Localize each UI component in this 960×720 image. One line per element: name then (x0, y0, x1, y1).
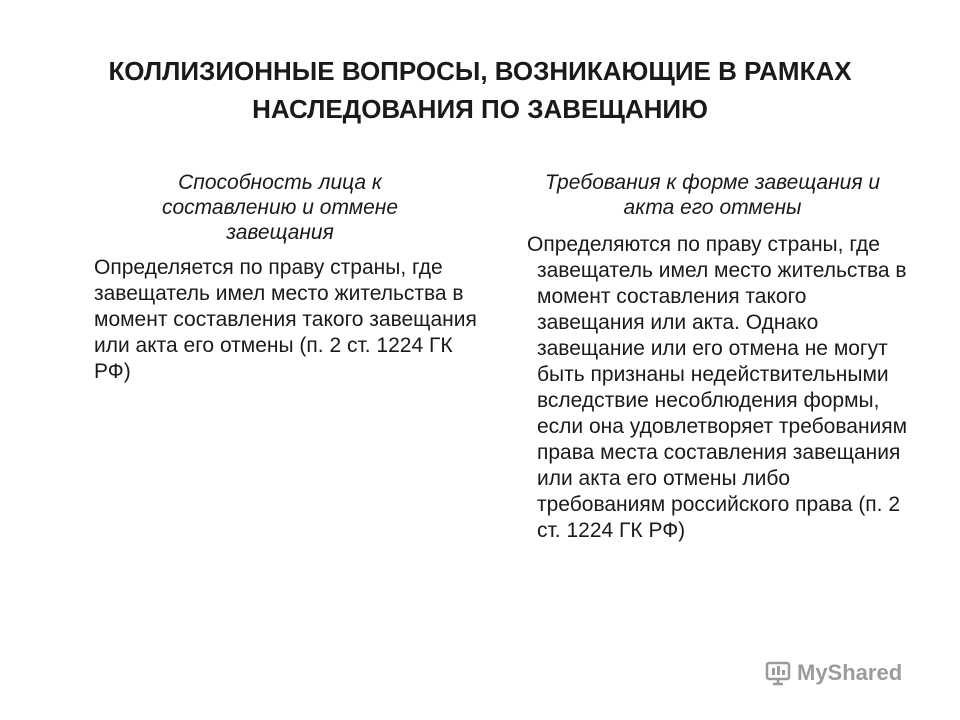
left-column (90, 170, 480, 385)
presentation-board-icon (765, 660, 791, 686)
right-column-text: Определяются по праву страны, где завещатель имел место жительства в момент составления такого завещания или акта. Однако завещание или его отмена не могут быть признаны недействительными вследствие несоблюдения формы, если она удовлетворяет требованиям права места составления завещания или акта его отмены либо требованиям российского права (п. 2 ст. 1224 ГК РФ) (527, 233, 908, 542)
myshared-watermark (765, 660, 902, 686)
right-column (515, 170, 910, 544)
left-column-heading: Способность лица к составлению и отмене завещания (161, 171, 399, 244)
watermark-text: MyShared (797, 660, 903, 685)
right-column-heading: Требования к форме завещания и акта его отмены (544, 171, 881, 219)
left-column-text: Определяется по праву страны, где завещатель имел место жительства в момент составления такого завещания или акта его отмены (п. 2 ст. 1224 ГК РФ) (94, 256, 477, 383)
slide-title: КОЛЛИЗИОННЫЕ ВОПРОСЫ, ВОЗНИКАЮЩИЕ В РАМКАХ НАСЛЕДОВАНИЯ ПО ЗАВЕЩАНИЮ (108, 56, 852, 124)
